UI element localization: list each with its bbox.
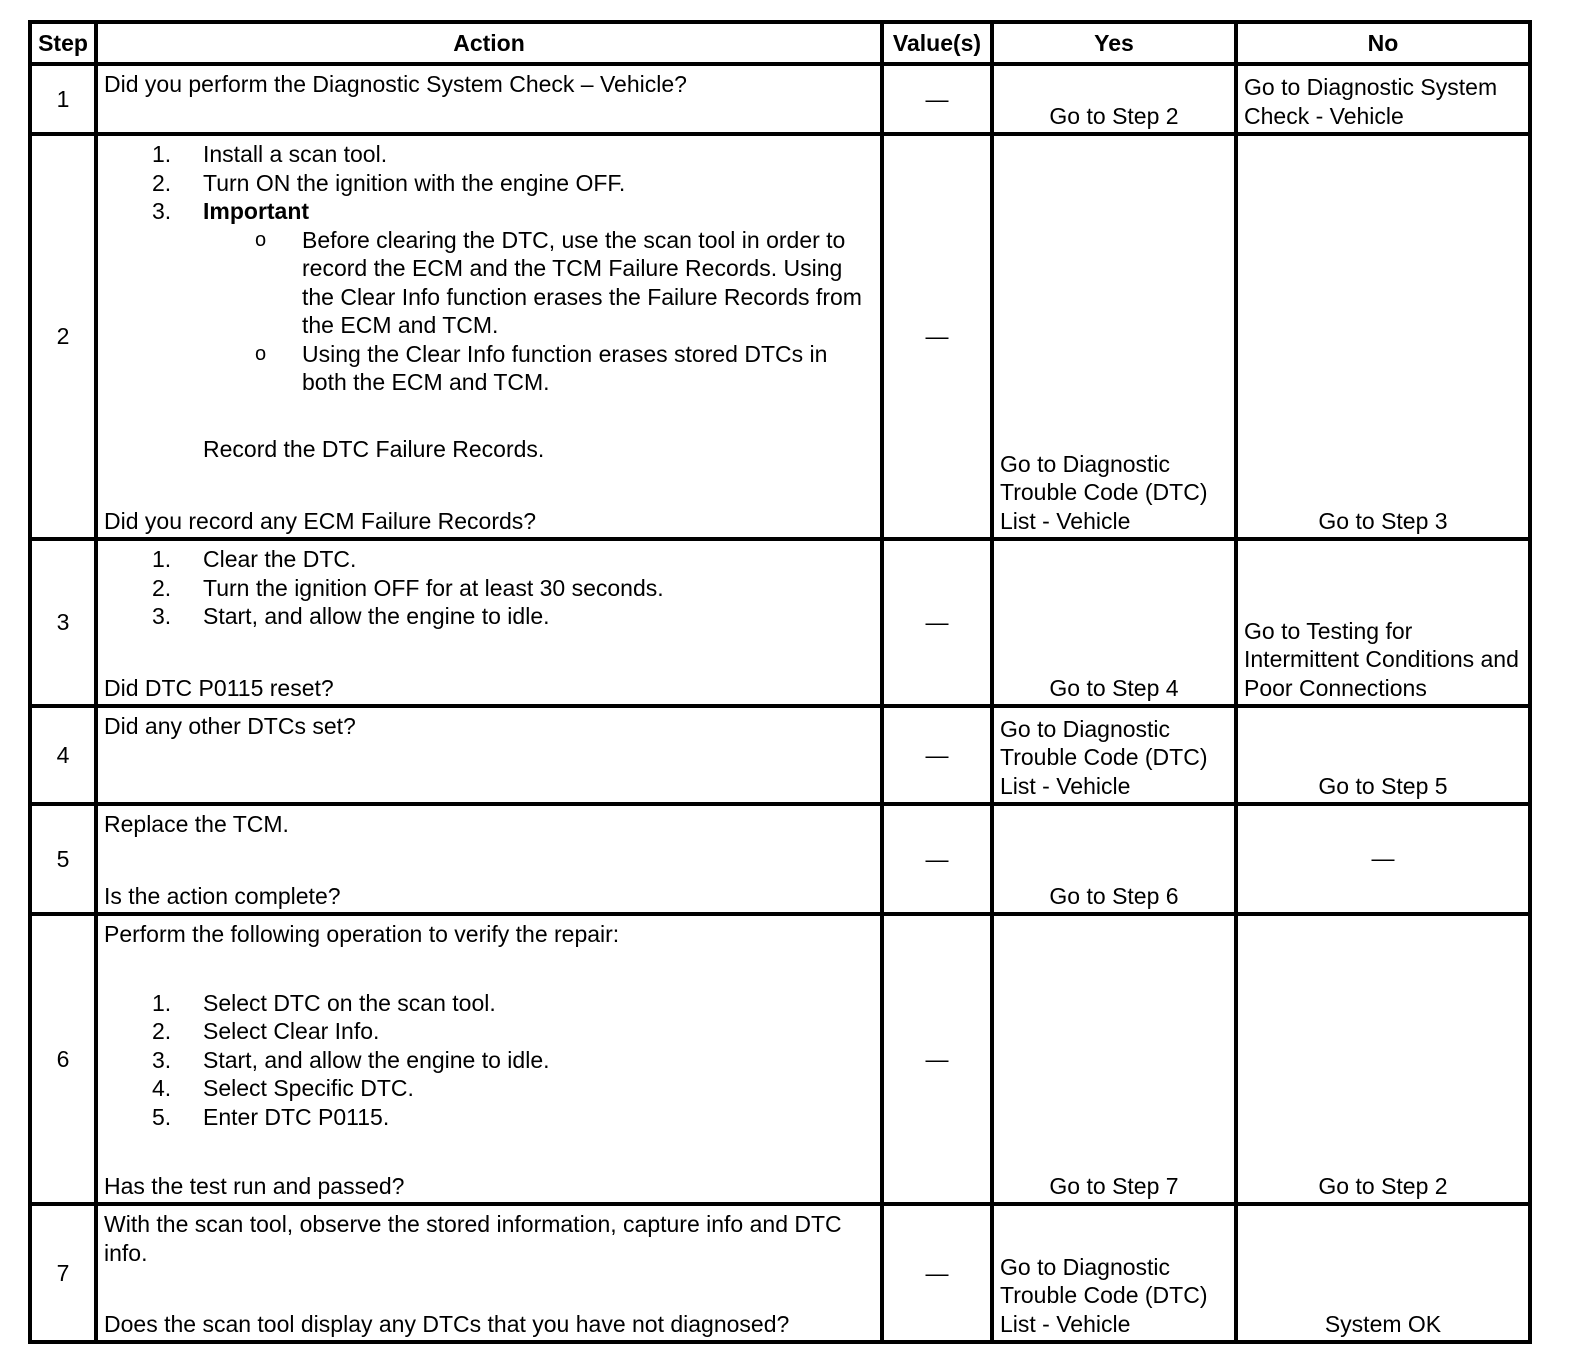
step-number: 1 xyxy=(30,64,96,134)
value-cell: — xyxy=(882,804,992,914)
no-cell: Go to Step 5 xyxy=(1236,706,1530,804)
list-item: 1. Install a scan tool. xyxy=(152,141,388,167)
step-number: 5 xyxy=(30,804,96,914)
list-item: 1. Select DTC on the scan tool. xyxy=(152,989,496,1016)
list-item: 2. Turn the ignition OFF for at least 30 seconds. xyxy=(152,574,664,601)
header-row xyxy=(30,22,1530,64)
no-cell: Go to Step 2 xyxy=(1236,914,1530,1204)
yes-cell: Go to Step 6 xyxy=(992,804,1236,914)
action-instruction: Record the DTC Failure Records. xyxy=(203,435,545,462)
bullet-list xyxy=(203,226,874,397)
action-instruction: Replace the TCM. xyxy=(104,811,289,837)
action-instruction: With the scan tool, observe the stored information, capture info and DTC info. xyxy=(104,1211,842,1266)
diagnostic-table xyxy=(28,20,1532,1344)
list-item: 1. Clear the DTC. xyxy=(152,546,357,572)
header-values: Value(s) xyxy=(882,22,992,64)
bullet-item: o Using the Clear Info function erases stored DTCs in both the ECM and TCM. xyxy=(255,340,828,395)
no-cell: — xyxy=(1236,804,1530,914)
action-cell xyxy=(96,914,882,1204)
action-question: Did you perform the Diagnostic System Check – Vehicle? xyxy=(104,71,687,97)
step-number: 3 xyxy=(30,539,96,706)
header-action: Action xyxy=(96,22,882,64)
no-cell: Go to Diagnostic System Check - Vehicle xyxy=(1236,64,1530,134)
action-cell xyxy=(96,539,882,706)
list-item: 3. Start, and allow the engine to idle. xyxy=(152,603,550,629)
step-number: 4 xyxy=(30,706,96,804)
value-cell: — xyxy=(882,914,992,1204)
action-cell xyxy=(96,134,882,539)
numbered-list xyxy=(104,989,874,1132)
action-cell xyxy=(96,1204,882,1342)
header-no: No xyxy=(1236,22,1530,64)
yes-cell: Go to Step 4 xyxy=(992,539,1236,706)
action-question: Did DTC P0115 reset? xyxy=(104,674,334,701)
step-number: 7 xyxy=(30,1204,96,1342)
action-cell xyxy=(96,706,882,804)
value-cell: — xyxy=(882,134,992,539)
numbered-list xyxy=(104,140,874,397)
yes-cell: Go to Step 2 xyxy=(992,64,1236,134)
yes-cell: Go to Step 7 xyxy=(992,914,1236,1204)
header-step: Step xyxy=(30,22,96,64)
list-item: 4. Select Specific DTC. xyxy=(152,1075,414,1102)
table-row xyxy=(30,539,1530,706)
list-item: 5. Enter DTC P0115. xyxy=(152,1103,390,1130)
table-row xyxy=(30,706,1530,804)
value-cell: — xyxy=(882,539,992,706)
table-row xyxy=(30,1204,1530,1342)
header-yes: Yes xyxy=(992,22,1236,64)
value-cell: — xyxy=(882,64,992,134)
no-cell: Go to Step 3 xyxy=(1236,134,1530,539)
action-question: Does the scan tool display any DTCs that you have not diagnosed? xyxy=(104,1310,790,1337)
list-item: 2. Turn ON the ignition with the engine OFF. xyxy=(152,169,626,196)
action-question: Did you record any ECM Failure Records? xyxy=(104,507,537,534)
action-cell xyxy=(96,64,882,134)
table-row xyxy=(30,914,1530,1204)
value-cell: — xyxy=(882,706,992,804)
list-item: 2. Select Clear Info. xyxy=(152,1018,380,1045)
bullet-item: o Before clearing the DTC, use the scan tool in order to record the ECM and the TCM Failure Records. Using the Clear Info function erases the Failure Records from the ECM and TCM. xyxy=(255,226,862,338)
action-question: Is the action complete? xyxy=(104,882,341,909)
yes-cell: Go to Diagnostic Trouble Code (DTC) List - Vehicle xyxy=(992,706,1236,804)
list-item: 3. Important o Before clearing the DTC, use the scan tool in order to record the ECM and the TCM Failure Records. Using the Clear Info function erases the Failure Records from the ECM and TCM. o Using the Clear Info function erases stored DTCs in both the ECM and TCM. xyxy=(104,197,874,397)
no-cell: System OK xyxy=(1236,1204,1530,1342)
table-row xyxy=(30,134,1530,539)
list-item: 3. Start, and allow the engine to idle. xyxy=(152,1046,550,1073)
table-row xyxy=(30,804,1530,914)
action-question: Has the test run and passed? xyxy=(104,1172,405,1199)
no-cell: Go to Testing for Intermittent Conditions and Poor Connections xyxy=(1236,539,1530,706)
step-number: 2 xyxy=(30,134,96,539)
numbered-list xyxy=(104,545,874,631)
action-question: Did any other DTCs set? xyxy=(104,713,356,739)
action-cell xyxy=(96,804,882,914)
yes-cell: Go to Diagnostic Trouble Code (DTC) List - Vehicle xyxy=(992,1204,1236,1342)
action-instruction: Perform the following operation to verify the repair: xyxy=(104,921,620,947)
value-cell: — xyxy=(882,1204,992,1342)
yes-cell: Go to Diagnostic Trouble Code (DTC) List - Vehicle xyxy=(992,134,1236,539)
table-row xyxy=(30,64,1530,134)
step-number: 6 xyxy=(30,914,96,1204)
